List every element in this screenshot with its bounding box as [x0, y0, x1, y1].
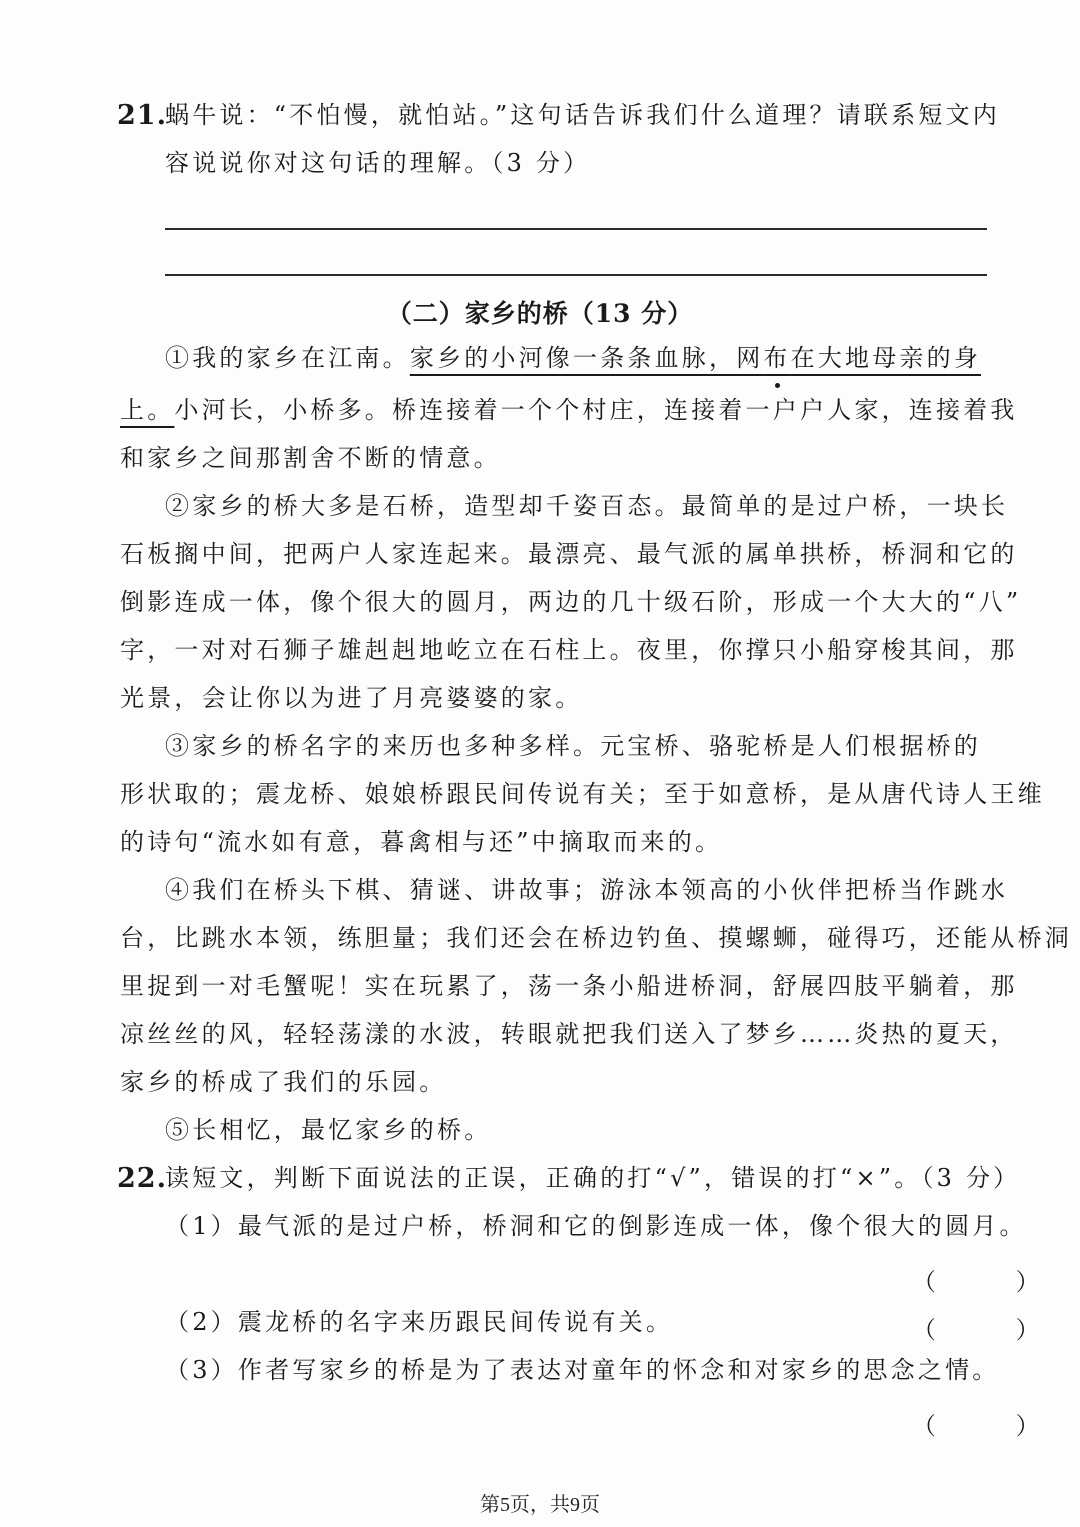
- page-number-footer: 第5页，共9页: [480, 1494, 600, 1516]
- question-22-prompt: 读短文，判断下面说法的正误，正确的打“√”，错误的打“×”。（3 分）: [165, 1164, 1021, 1192]
- passage-p2-line-4: 字，一对对石狮子雄赳赳地屹立在石柱上。夜里，你撑只小船穿梭其间，那: [120, 636, 1018, 664]
- question-22-item-1: （1）最气派的是过户桥，桥洞和它的倒影连成一体，像个很大的圆月。: [165, 1212, 1027, 1240]
- question-21-number: 21.: [117, 100, 167, 131]
- passage-p4-line-5: 家乡的桥成了我们的乐园。: [120, 1068, 447, 1096]
- question-22-item-2: （2）震龙桥的名字来历跟民间传说有关。: [165, 1308, 674, 1336]
- underlined-part-2: 在大地母亲的身: [790, 344, 982, 372]
- passage-p3-line-2: 形状取的；震龙桥、娘娘桥跟民间传说有关；至于如意桥，是从唐代诗人王维: [120, 780, 1045, 808]
- underlined-sentence-end: 上。: [120, 396, 175, 424]
- passage-p1-line-1: [165, 346, 981, 370]
- passage-p4-line-4: 凉丝丝的风，轻轻荡漾的水波，转眼就把我们送入了梦乡……炎热的夏天，: [120, 1020, 1018, 1048]
- answer-line-1[interactable]: [165, 228, 987, 230]
- passage-p1-line-3: 和家乡之间那割舍不断的情意。: [120, 444, 501, 472]
- answer-blank-1[interactable]: （ ）: [912, 1268, 1076, 1296]
- emphasis-dot-char: 布: [763, 344, 791, 372]
- passage-p1-line-2: [120, 398, 1018, 422]
- underlined-part-1: 家乡的小河像一条条血脉，网: [409, 344, 764, 372]
- passage-p2-line-2: 石板搁中间，把两户人家连起来。最漂亮、最气派的属单拱桥，桥洞和它的: [120, 540, 1018, 568]
- passage-p3-line-3: 的诗句“流水如有意，暮禽相与还”中摘取而来的。: [120, 828, 723, 856]
- passage-p2-line-3: 倒影连成一体，像个很大的圆月，两边的几十级石阶，形成一个大大的“八”: [120, 588, 1022, 616]
- passage-p2-line-5: 光景，会让你以为进了月亮婆婆的家。: [120, 684, 583, 712]
- passage-p5-line-1: ⑤长相忆，最忆家乡的桥。: [165, 1116, 492, 1144]
- question-21-text-line-1: 蜗牛说：“不怕慢，就怕站。”这句话告诉我们什么道理？请联系短文内: [165, 101, 1000, 129]
- section-title: （二）家乡的桥（13 分）: [386, 299, 694, 328]
- passage-p3-line-1: ③家乡的桥名字的来历也多种多样。元宝桥、骆驼桥是人们根据桥的: [165, 732, 981, 760]
- question-22-number: 22.: [117, 1163, 167, 1194]
- answer-line-2[interactable]: [165, 274, 987, 276]
- underlined-sentence: [410, 344, 981, 372]
- answer-blank-2[interactable]: （ ）: [912, 1316, 1076, 1344]
- answer-blank-3[interactable]: （ ）: [912, 1412, 1076, 1440]
- passage-p4-line-3: 里捉到一对毛蟹呢！实在玩累了，荡一条小船进桥洞，舒展四肢平躺着，那: [120, 972, 1018, 1000]
- question-22-item-3: （3）作者写家乡的桥是为了表达对童年的怀念和对家乡的思念之情。: [165, 1356, 1000, 1384]
- passage-p4-line-2: 台，比跳水本领，练胆量；我们还会在桥边钓鱼、摸螺蛳，碰得巧，还能从桥洞: [120, 924, 1072, 952]
- passage-p1-line-2-rest: 小河长，小桥多。桥连接着一个个村庄，连接着一户户人家，连接着我: [174, 396, 1018, 424]
- question-21-text-line-2: 容说说你对这句话的理解。（3 分）: [165, 149, 591, 177]
- passage-p4-line-1: ④我们在桥头下棋、猜谜、讲故事；游泳本领高的小伙伴把桥当作跳水: [165, 876, 1009, 904]
- passage-p1-sentence-1: ①我的家乡在江南。: [165, 344, 410, 372]
- passage-p2-line-1: ②家乡的桥大多是石桥，造型却千姿百态。最简单的是过户桥，一块长: [165, 492, 1009, 520]
